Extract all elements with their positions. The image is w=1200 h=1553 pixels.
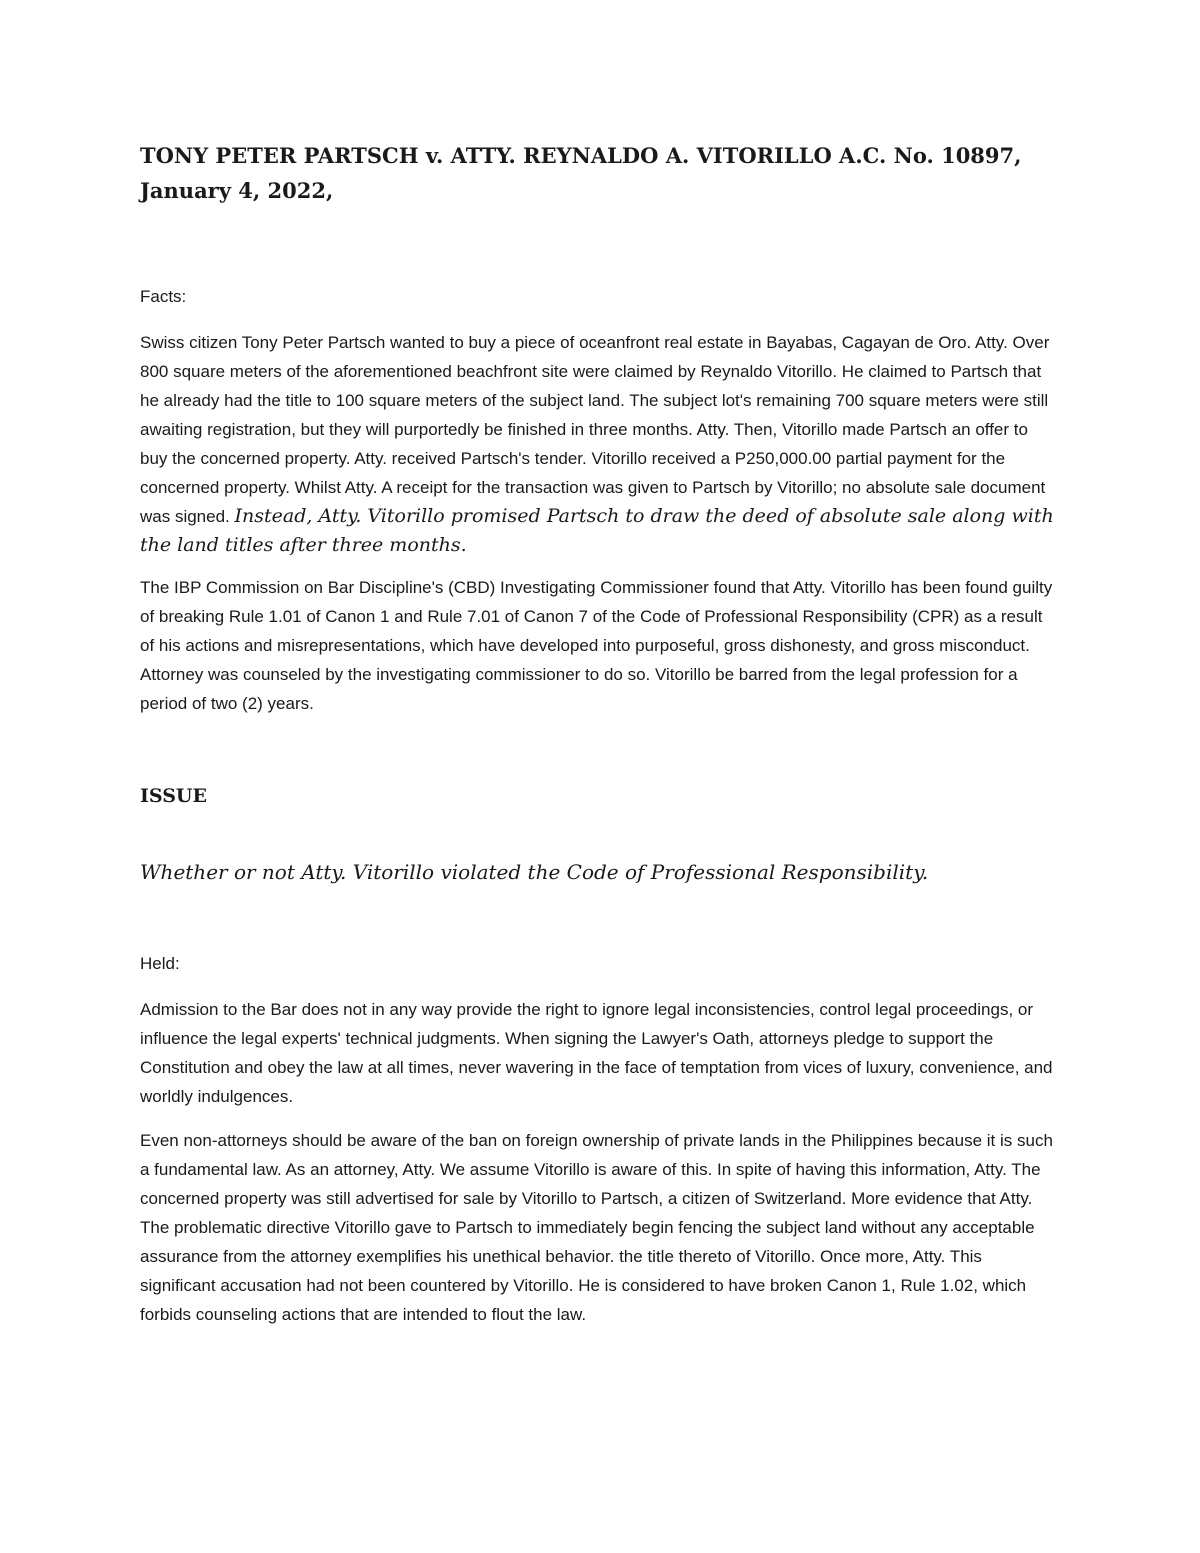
held-label: Held: [140, 954, 180, 973]
issue-text: Whether or not Atty. Vitorillo violated the Code of Professional Responsibility. [140, 860, 929, 884]
facts-label: Facts: [140, 287, 187, 306]
facts-paragraph-1-emphasis: Instead, Atty. Vitorillo promised Partsch to draw the deed of absolute sale along with the land titles after three months. [140, 505, 1054, 556]
held-paragraph-2: Even non-attorneys should be aware of the ban on foreign ownership of private lands in the Philippines because it is such a fundamental law. As an attorney, Atty. We assume Vitorillo is aware of this. In spite of having this information, Atty. The concerned property was still advertised for sale by Vitorillo to Partsch, a citizen of Switzerland. More evidence that Atty. The problematic directive Vitorillo gave to Partsch to immediately begin fencing the subject land without any acceptable assurance from the attorney exemplifies his unethical behavior. the title thereto of Vitorillo. Once more, Atty. This significant accusation had not been countered by Vitorillo. He is considered to have broken Canon 1, Rule 1.02, which forbids counseling actions that are intended to flout the law. [140, 1131, 1053, 1324]
document-page [140, 138, 1060, 1329]
document-title: TONY PETER PARTSCH v. ATTY. REYNALDO A. VITORILLO A.C. No. 10897, January 4, 2022, [140, 143, 1022, 203]
facts-paragraph-1 [140, 328, 1060, 560]
facts-paragraph-1-text: Swiss citizen Tony Peter Partsch wanted to buy a piece of oceanfront real estate in Bayabas, Cagayan de Oro. Atty. Over 800 square meters of the aforementioned beachfront site were claimed by Reynaldo Vitorillo. He claimed to Partsch that he already had the title to 100 square meters of the subject land. The subject lot's remaining 700 square meters were still awaiting registration, but they will purportedly be finished in three months. Atty. Then, Vitorillo made Partsch an offer to buy the concerned property. Atty. received Partsch's tender. Vitorillo received a P250,000.00 partial payment for the concerned property. Whilst Atty. A receipt for the transaction was given to Partsch by Vitorillo; no absolute sale document was signed. [140, 333, 1050, 526]
facts-paragraph-2: The IBP Commission on Bar Discipline's (CBD) Investigating Commissioner found that Atty. Vitorillo has been found guilty of breaking Rule 1.01 of Canon 1 and Rule 7.01 of Canon 7 of the Code of Professional Responsibility (CPR) as a result of his actions and misrepresentations, which have developed into purposeful, gross dishonesty, and gross misconduct. Attorney was counseled by the investigating commissioner to do so. Vitorillo be barred from the legal profession for a period of two (2) years. [140, 578, 1053, 713]
held-paragraph-1: Admission to the Bar does not in any way provide the right to ignore legal inconsistencies, control legal proceedings, or influence the legal experts' technical judgments. When signing the Lawyer's Oath, attorneys pledge to support the Constitution and obey the law at all times, never wavering in the face of temptation from vices of luxury, convenience, and worldly indulgences. [140, 1000, 1053, 1106]
issue-heading: ISSUE [140, 785, 207, 807]
